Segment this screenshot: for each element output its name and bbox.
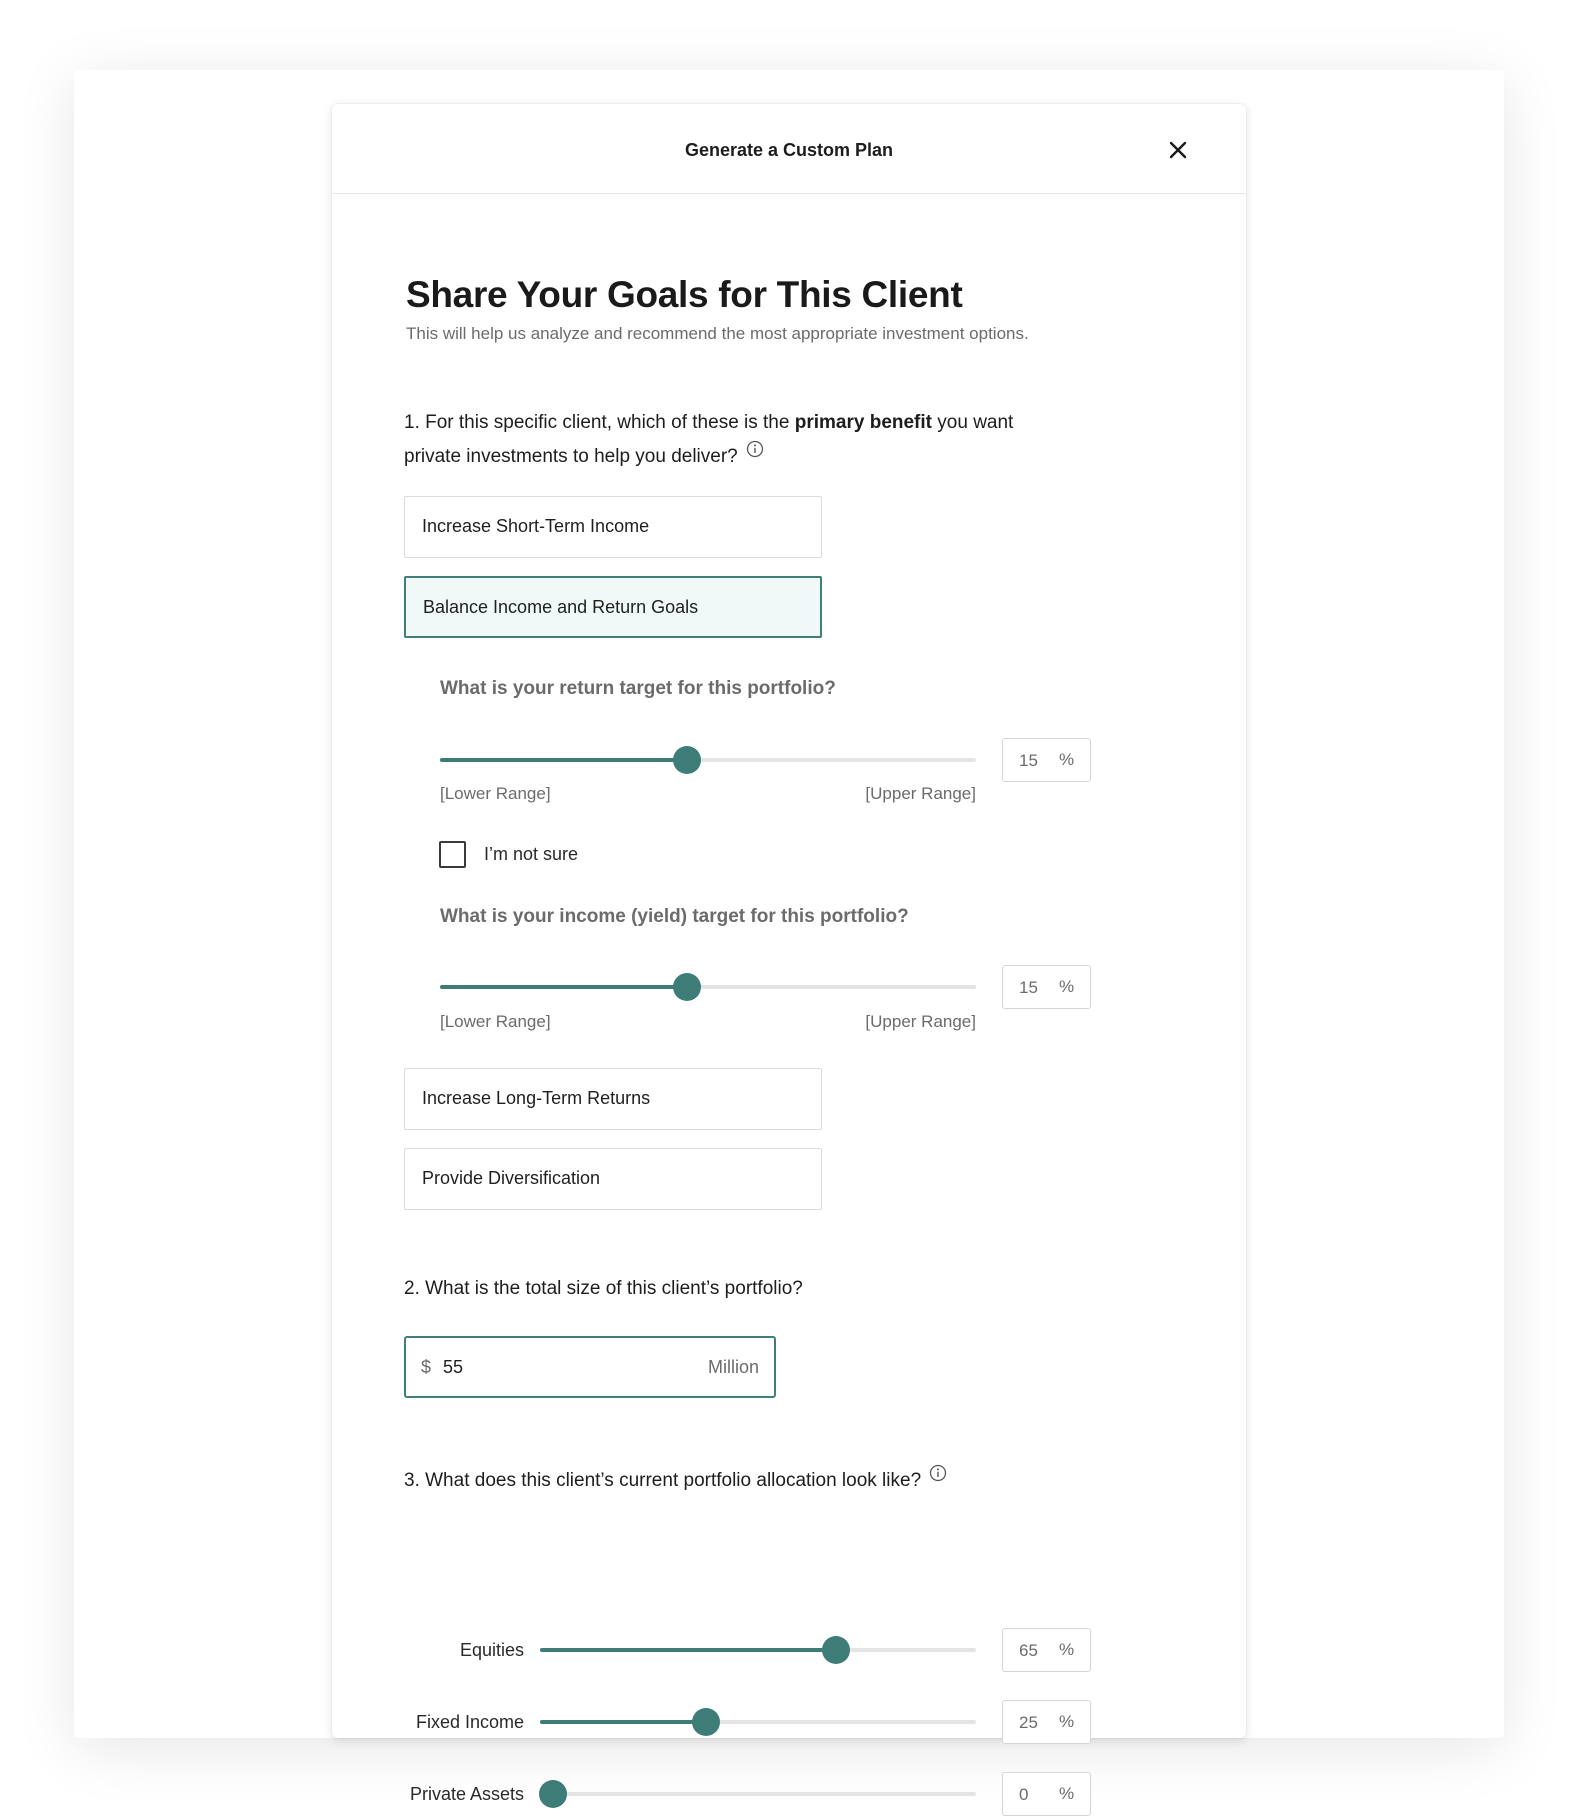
income-target-value: 15 — [1019, 978, 1038, 997]
slider-thumb[interactable] — [539, 1780, 567, 1808]
option-provide-diversification[interactable]: Provide Diversification — [404, 1148, 822, 1210]
slider-thumb[interactable] — [822, 1636, 850, 1664]
slider-fill — [540, 1720, 706, 1724]
question-3 — [404, 1462, 947, 1496]
modal-header — [332, 104, 1246, 194]
slider-thumb[interactable] — [673, 746, 701, 774]
slider-fill — [440, 758, 687, 762]
question-1-emphasis: primary benefit — [794, 412, 932, 433]
slider-track — [540, 1792, 976, 1796]
option-increase-short-term-income[interactable]: Increase Short-Term Income — [404, 496, 822, 558]
return-target-value: 15 — [1019, 751, 1038, 770]
close-button[interactable] — [1164, 136, 1192, 164]
portfolio-size-value: 55 — [443, 1357, 464, 1377]
private-assets-slider[interactable] — [540, 1783, 976, 1805]
fixed-income-value: 25 — [1019, 1713, 1038, 1732]
income-target-unit: % — [1059, 977, 1075, 996]
income-target-question: What is your income (yield) target for this portfolio? — [440, 906, 909, 927]
option-balance-income-return[interactable]: Balance Income and Return Goals — [404, 576, 822, 638]
page-title: Share Your Goals for This Client — [406, 274, 963, 315]
info-icon[interactable] — [929, 1462, 947, 1480]
return-target-input[interactable] — [1002, 738, 1091, 782]
portfolio-size-unit: Million — [707, 1357, 759, 1377]
question-1-line2: private investments to help you deliver? — [404, 446, 738, 467]
equities-unit: % — [1059, 1640, 1075, 1659]
private-assets-input[interactable] — [1002, 1772, 1091, 1816]
modal-title: Generate a Custom Plan — [684, 140, 894, 160]
fixed-income-slider[interactable] — [540, 1711, 976, 1733]
slider-thumb[interactable] — [673, 973, 701, 1001]
equities-slider[interactable] — [540, 1639, 976, 1661]
question-1-suffix: you want — [932, 412, 1014, 433]
return-target-question: What is your return target for this portfolio? — [440, 678, 836, 699]
slider-thumb[interactable] — [692, 1708, 720, 1736]
question-1-prefix: 1. For this specific client, which of these is the — [404, 412, 795, 433]
slider-fill — [440, 985, 687, 989]
question-2: 2. What is the total size of this client’s portfolio? — [404, 1278, 803, 1299]
income-upper-range-label: [Upper Range] — [865, 1012, 976, 1031]
private-assets-value: 0 — [1019, 1785, 1029, 1804]
income-target-slider[interactable] — [440, 976, 976, 998]
option-increase-long-term-returns[interactable]: Increase Long-Term Returns — [404, 1068, 822, 1130]
not-sure-label: I’m not sure — [484, 844, 579, 864]
fixed-income-unit: % — [1059, 1712, 1075, 1731]
return-target-slider[interactable] — [440, 749, 976, 771]
currency-symbol: $ — [421, 1357, 432, 1377]
private-assets-unit: % — [1059, 1784, 1075, 1803]
equities-input[interactable] — [1002, 1628, 1091, 1672]
equities-label: Equities — [459, 1640, 524, 1660]
income-target-input[interactable] — [1002, 965, 1091, 1009]
fixed-income-label: Fixed Income — [415, 1712, 524, 1732]
income-lower-range-label: [Lower Range] — [440, 1012, 551, 1031]
fixed-income-input[interactable] — [1002, 1700, 1091, 1744]
question-3-text: 3. What does this client’s current portfolio allocation look like? — [404, 1470, 922, 1491]
not-sure-checkbox[interactable] — [439, 841, 466, 868]
custom-plan-modal — [332, 104, 1246, 1804]
equities-value: 65 — [1019, 1641, 1038, 1660]
return-lower-range-label: [Lower Range] — [440, 784, 551, 803]
page-subtitle: This will help us analyze and recommend the most appropriate investment options. — [406, 324, 1029, 343]
slider-fill — [540, 1648, 836, 1652]
return-target-unit: % — [1059, 750, 1075, 769]
info-icon[interactable] — [746, 438, 764, 456]
question-1 — [404, 408, 1104, 472]
close-icon — [1164, 136, 1192, 164]
private-assets-label: Private Assets — [409, 1784, 524, 1804]
portfolio-size-input[interactable] — [404, 1336, 776, 1398]
return-upper-range-label: [Upper Range] — [865, 784, 976, 803]
